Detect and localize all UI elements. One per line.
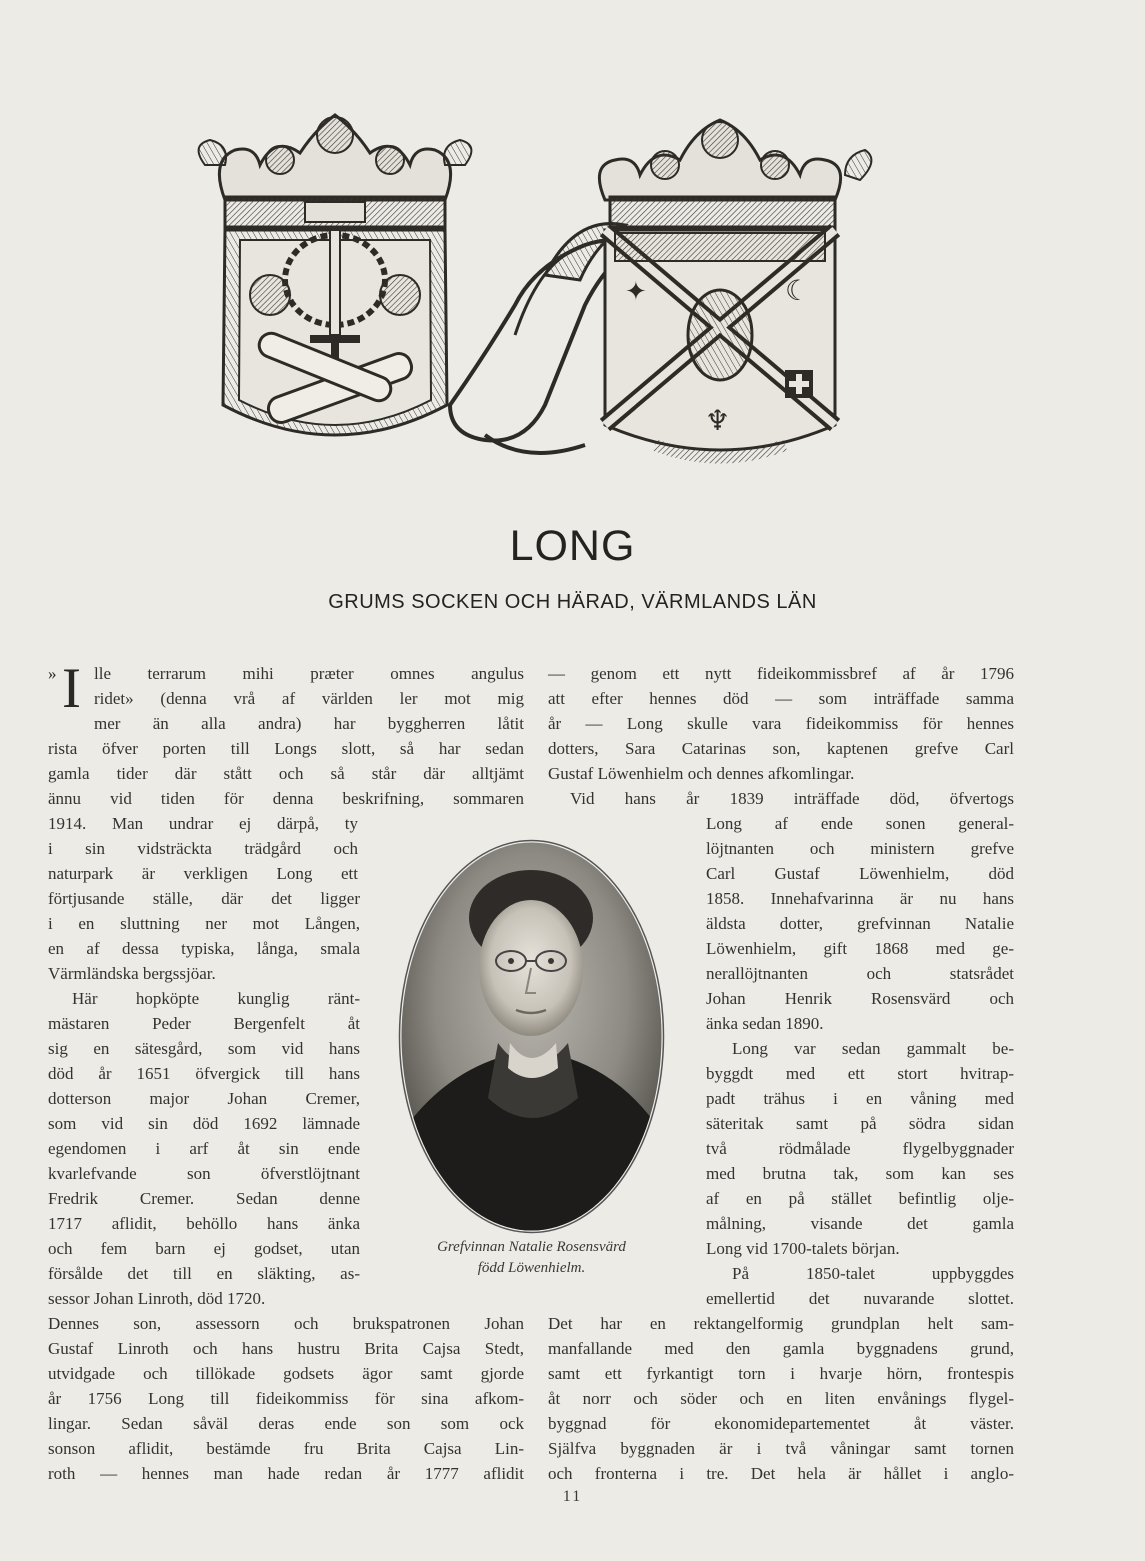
- left-coat-of-arms: [199, 115, 472, 435]
- left-column-line: roth — hennes man hade redan år 1777 aflidit: [48, 1464, 524, 1483]
- right-column-line: På 1850-talet uppbyggdes: [732, 1264, 1014, 1283]
- right-column-line: 1858. Innehafvarinna är nu hans: [706, 889, 1014, 908]
- caption-line: Grefvinnan Natalie Rosensvärd: [437, 1239, 626, 1255]
- page-number: 11: [562, 1488, 583, 1505]
- left-column-line: dotterson major Johan Cremer,: [48, 1089, 360, 1108]
- right-column-line: äldsta dotter, grefvinnan Natalie: [706, 914, 1014, 933]
- right-column-line: med brutna tak, som kan ses: [706, 1164, 1014, 1183]
- left-crown-icon: [199, 115, 472, 227]
- right-column-line: löjtnanten och ministern grefve: [706, 839, 1014, 858]
- right-column-line: två rödmålade flygelbyggnader: [706, 1139, 1014, 1158]
- left-column-line: utvidgade och tillökade godsets ägor samt gjorde: [48, 1364, 524, 1383]
- left-column-line: sessor Johan Linroth, död 1720.: [48, 1289, 266, 1308]
- right-column-line: — genom ett nytt fideikommissbref af år 1796: [548, 664, 1014, 683]
- right-column-line: emellertid det nuvarande slottet.: [706, 1289, 1014, 1308]
- right-column-line: Long var sedan gammalt be-: [732, 1039, 1014, 1058]
- right-column-line: målning, visande det gamla: [706, 1214, 1014, 1233]
- right-column-line: Long vid 1700-talets början.: [706, 1239, 900, 1258]
- left-column-line: Här hopköpte kunglig ränt-: [72, 989, 360, 1008]
- right-coat-of-arms: [599, 120, 871, 458]
- right-column-line: byggnad för ekonomidepartementet åt väster.: [548, 1414, 1014, 1433]
- right-column-line: samt ett fyrkantigt torn i hvarje hörn, frontespis: [548, 1364, 1014, 1383]
- star-icon: ✦: [625, 277, 647, 306]
- right-column-line: åt norr och söder och en liten envånings flygel-: [548, 1389, 1014, 1408]
- drop-cap: I: [62, 657, 81, 720]
- right-column-line: änka sedan 1890.: [706, 1014, 824, 1033]
- portrait-caption: [398, 1237, 665, 1279]
- right-column-line: Johan Henrik Rosensvärd och: [706, 989, 1014, 1008]
- right-column-line: af en på stället befintlig olje-: [706, 1189, 1014, 1208]
- left-column-line: en af dessa typiska, långa, smala: [48, 939, 360, 958]
- central-shield-icon: [688, 290, 752, 380]
- right-column-line: padt trähus i en våning med: [706, 1089, 1014, 1108]
- left-column-line: 1914. Man undrar ej därpå, ty: [48, 814, 358, 833]
- left-column-line: som vid sin död 1692 lämnade: [48, 1114, 360, 1133]
- left-column-line: död år 1651 öfvergick till hans: [48, 1064, 360, 1083]
- left-column-line: 1717 aflidit, behöllo hans änka: [48, 1214, 360, 1233]
- lyre-icon: ♆: [705, 406, 731, 437]
- right-column-line: säteritak samt på södra sidan: [706, 1114, 1014, 1133]
- portrait-photo: [398, 838, 665, 1235]
- left-column-line: rista öfver porten till Longs slott, så har sedan: [48, 739, 524, 758]
- left-column-line: förtjusande ställe, där det ligger: [48, 889, 360, 908]
- left-column-line: Fredrik Cremer. Sedan denne: [48, 1189, 360, 1208]
- left-column-line: år 1756 Long till fideikommiss för sina afkom-: [48, 1389, 524, 1408]
- right-column-line: byggdt med ett stort hvitrap-: [706, 1064, 1014, 1083]
- left-column-line: i sin vidsträckta trädgård och: [48, 839, 358, 858]
- right-column-line: nerallöjtnanten och statsrådet: [706, 964, 1014, 983]
- left-column-line: i en sluttning ner mot Lången,: [48, 914, 360, 933]
- right-crown-icon: [599, 120, 871, 227]
- left-column-line: sig en sätesgård, som vid hans: [48, 1039, 360, 1058]
- left-column-line: mästaren Peder Bergenfelt åt: [48, 1014, 360, 1033]
- left-column-line: Dennes son, assessorn och brukspatronen Johan: [48, 1314, 524, 1333]
- right-column-line: Det har en rektangelformig grundplan helt sam-: [548, 1314, 1014, 1333]
- left-column-line: lingar. Sedan såväl deras ende son som ock: [48, 1414, 524, 1433]
- left-column-line: gamla tider där stått och så står där alltjämt: [48, 764, 524, 783]
- left-column-line: ännu vid tiden för denna beskrifning, sommaren: [48, 789, 524, 808]
- crescent-icon: ☾: [785, 276, 811, 307]
- right-column-line: och fronterna i tre. Det hela är hållet i anglo-: [548, 1464, 1014, 1483]
- left-column-line: lle terrarum mihi præter omnes angulus: [94, 664, 524, 683]
- left-column-line: naturpark är verkligen Long ett: [48, 864, 358, 883]
- rose-icon: [380, 275, 420, 315]
- left-column-line: Värmländska bergssjöar.: [48, 964, 216, 983]
- right-column-line: Löwenhielm, gift 1868 med ge-: [706, 939, 1014, 958]
- left-column-line: kvarlefvande son öfverstlöjtnant: [48, 1164, 360, 1183]
- right-column-line: Vid hans år 1839 inträffade död, öfvertogs: [570, 789, 1014, 808]
- right-column-line: manfallande med den gamla byggnadens grund,: [548, 1339, 1014, 1358]
- right-column-line: Long af ende sonen general-: [706, 814, 1014, 833]
- right-column-line: att efter hennes död — som inträffade samma: [548, 689, 1014, 708]
- right-column-line: dotters, Sara Catarinas son, kaptenen grefve Carl: [548, 739, 1014, 758]
- left-column-line: egendomen i arf åt sin ende: [48, 1139, 360, 1158]
- right-column-line: Carl Gustaf Löwenhielm, död: [706, 864, 1014, 883]
- rose-icon: [250, 275, 290, 315]
- left-column-line: mer än alla andra) har byggherren låtit: [94, 714, 524, 733]
- right-column-line: Gustaf Löwenhielm och dennes afkomlingar.: [548, 764, 855, 783]
- left-column-line: sonson aflidit, bestämde fru Brita Cajsa Lin-: [48, 1439, 524, 1458]
- opening-quote-mark: »: [48, 664, 57, 683]
- page-title: LONG: [509, 522, 636, 570]
- coat-of-arms-emblems: [185, 105, 880, 480]
- left-column-line: försålde det till en släkting, as-: [48, 1264, 360, 1283]
- left-column-line: ridet» (denna vrå af världen ler mot mig: [94, 689, 524, 708]
- caption-line: född Löwenhielm.: [477, 1260, 586, 1276]
- page-subtitle: GRUMS SOCKEN OCH HÄRAD, VÄRMLANDS LÄN: [328, 591, 817, 613]
- right-column-line: år — Long skulle vara fideikommiss för hennes: [548, 714, 1014, 733]
- left-column-line: och fem barn ej godset, utan: [48, 1239, 360, 1258]
- right-column-line: Själfva byggnaden är i två våningar samt tornen: [548, 1439, 1014, 1458]
- left-column-line: Gustaf Linroth och hans hustru Brita Cajsa Stedt,: [48, 1339, 524, 1358]
